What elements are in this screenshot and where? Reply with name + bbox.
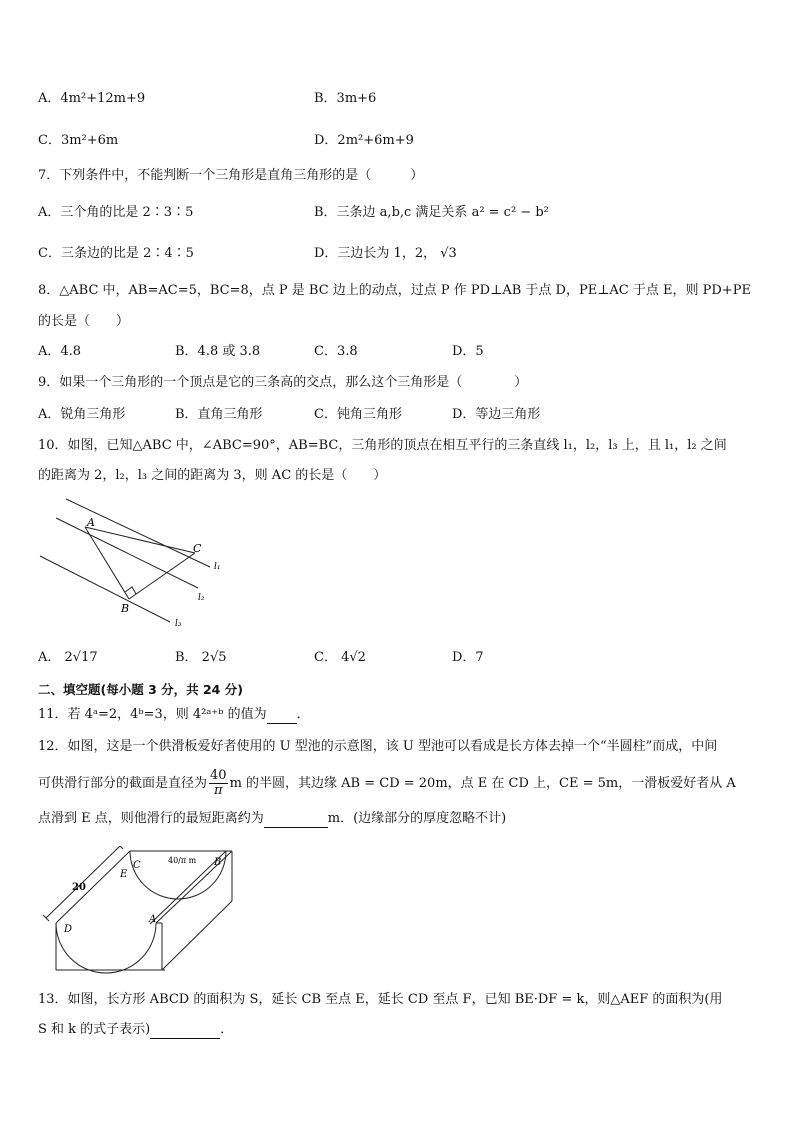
segment-bc — [129, 553, 195, 599]
q9-option-b: B．直角三角形 — [175, 407, 263, 422]
q9-option-c: C．钝角三角形 — [314, 407, 402, 422]
label-l1: l₁ — [214, 562, 221, 572]
q12-line3-pre: 点滑到 E 点，则他滑行的最短距离约为 — [38, 811, 264, 826]
q9-option-a: A．锐角三角形 — [38, 407, 126, 422]
q8-stem-line2: 的长是（ ） — [38, 314, 130, 329]
q12-answer-blank[interactable] — [264, 813, 328, 828]
diameter-label: 40/π m — [168, 856, 197, 865]
q8-option-c: C．3.8 — [314, 344, 358, 359]
q10-stem-line1: 10．如图，已知△ABC 中，∠ABC=90°，AB=BC，三角形的顶点在相互平行的三条直线 l₁，l₂，l₃ 上，且 l₁，l₂ 之间 — [38, 438, 727, 453]
q7-option-d: D．三边长为 1，2， √3 — [314, 246, 457, 261]
q7-option-c: C．三条边的比是 2∶4∶5 — [38, 246, 194, 261]
q12-u-pool-figure — [40, 846, 236, 974]
fraction-numerator: 40 — [210, 768, 227, 783]
q10-option-d: D．7 — [452, 650, 484, 665]
vertex-b-label: B — [121, 602, 130, 615]
q7-option-a: A．三个角的比是 2∶3∶5 — [38, 205, 194, 220]
point-c-label: C — [133, 860, 141, 871]
q10-option-b: B． 2√5 — [175, 650, 227, 665]
q10-option-c: C． 4√2 — [314, 650, 366, 665]
q8-option-d: D．5 — [452, 344, 484, 359]
q12-stem-line1: 12．如图，这是一个供滑板爱好者使用的 U 型池的示意图，该 U 型池可以看成是长方体去掉一个“半圆柱”而成，中间 — [38, 739, 718, 754]
point-a-label: A — [149, 914, 157, 925]
q13-answer-blank[interactable] — [150, 1024, 220, 1039]
q12-stem-line3 — [38, 810, 506, 828]
q8-stem-line1: 8．△ABC 中，AB=AC=5，BC=8，点 P 是 BC 边上的动点，过点 P 作 PD⊥AB 于点 D，PE⊥AC 于点 E，则 PD+PE — [38, 283, 751, 298]
q12-line2-post: m 的半圆，其边缘 AB = CD = 20m，点 E 在 CD 上，CE = 5m，一滑板爱好者从 A — [229, 776, 736, 791]
line-l3 — [40, 556, 170, 622]
q10-option-a: A． 2√17 — [38, 650, 98, 665]
q11-stem — [38, 706, 310, 724]
vertex-a-label: A — [87, 516, 95, 529]
line-l2 — [56, 518, 198, 588]
q8-option-b: B．4.8 或 3.8 — [175, 344, 261, 359]
fraction-denominator: π — [214, 783, 223, 798]
q10-stem-line2: 的距离为 2，l₂，l₃ 之间的距离为 3，则 AC 的长是（ ） — [38, 468, 387, 483]
diameter-fraction — [209, 769, 228, 798]
q9-stem: 9．如果一个三角形的一个顶点是它的三条高的交点，那么这个三角形是（ ） — [38, 375, 528, 390]
q6-option-c: C．3m²+6m — [38, 133, 119, 148]
label-l3: l₃ — [175, 619, 182, 629]
q12-line3-post: m．(边缘部分的厚度忽略不计) — [327, 811, 507, 826]
point-b-label: B — [214, 857, 222, 868]
q13-line2-text: S 和 k 的式子表示) — [38, 1022, 151, 1037]
q13-stem-line2 — [38, 1021, 233, 1039]
point-e-label: E — [120, 869, 128, 880]
q13-end: ． — [220, 1022, 234, 1037]
length-label: 20 — [72, 882, 86, 893]
box-bottom-right — [162, 901, 232, 970]
q9-option-d: D．等边三角形 — [452, 407, 541, 422]
edge-cd — [56, 851, 130, 923]
q12-line2-pre: 可供滑行部分的截面是直径为 — [38, 776, 208, 791]
q6-option-a: A．4m²+12m+9 — [38, 91, 146, 106]
section-heading-fill-in: 二、填空题(每小题 3 分，共 24 分) — [38, 682, 243, 697]
segment-ab — [85, 527, 129, 599]
line-l1 — [66, 499, 210, 567]
q13-stem-line1: 13．如图，长方形 ABCD 的面积为 S，延长 CB 至点 E，延长 CD 至点 F，已知 BE·DF = k，则△AEF 的面积为(用 — [38, 992, 723, 1007]
vertex-c-label: C — [193, 542, 202, 555]
q11-end: ． — [296, 707, 310, 722]
q7-option-b: B．三条边 a,b,c 满足关系 a² = c² − b² — [314, 205, 549, 220]
q12-stem-line2 — [38, 768, 736, 800]
label-l2: l₂ — [198, 593, 205, 603]
q11-text: 11．若 4ᵃ=2，4ᵇ=3，则 4²ᵃ⁺ᵇ 的值为 — [38, 707, 267, 722]
q8-option-a: A．4.8 — [38, 344, 82, 359]
q6-option-b: B．3m+6 — [314, 91, 377, 106]
right-angle-mark — [125, 587, 136, 594]
q11-answer-blank[interactable] — [267, 709, 297, 724]
q7-stem: 7．下列条件中，不能判断一个三角形是直角三角形的是（ ） — [38, 168, 424, 183]
point-d-label: D — [64, 924, 73, 935]
q6-option-d: D．2m²+6m+9 — [314, 133, 414, 148]
q10-figure — [38, 496, 228, 632]
